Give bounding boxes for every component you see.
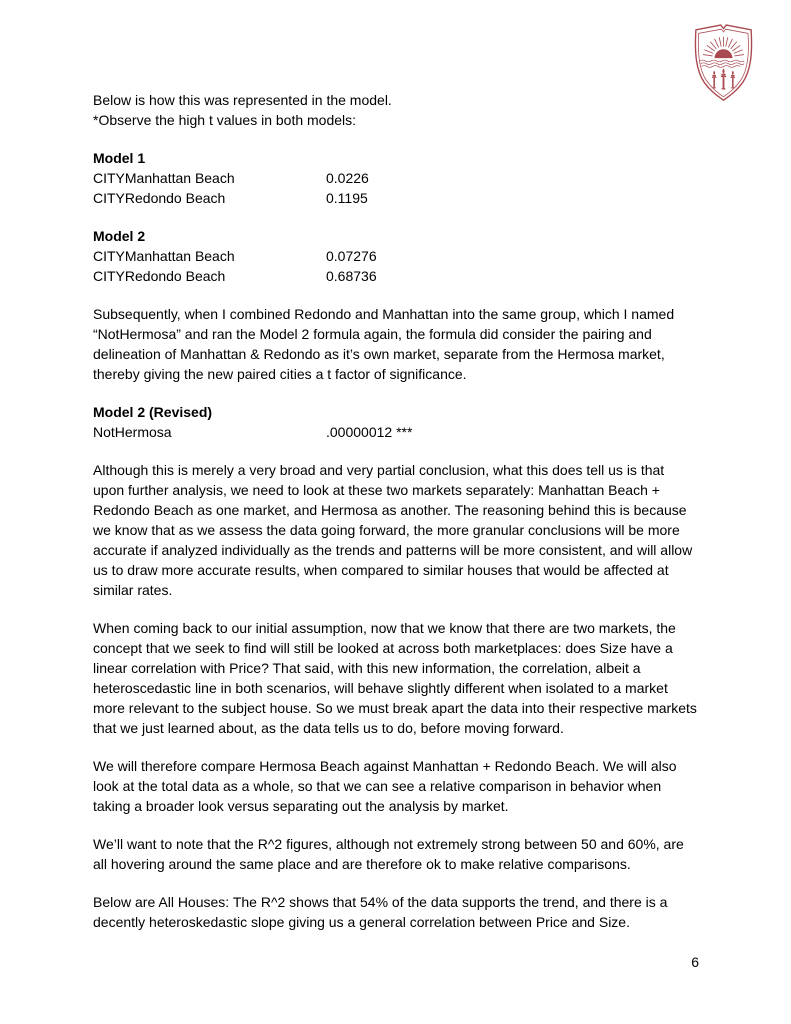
model-row-value: 0.1195 xyxy=(326,190,368,206)
model-row-label: CITYManhattan Beach xyxy=(93,170,235,186)
model-row-label: CITYRedondo Beach xyxy=(93,268,226,284)
paragraph-subsequently: Subsequently, when I combined Redondo and Manhattan into the same group, which I named “NotHermosa” and ran the Model 2 formula again, the formula did consider the pairing and delineation of Manhattan & Redondo as it’s own market, separate from the Hermosa market, thereby giving the new paired cities a t factor of significance. xyxy=(93,306,675,382)
model-row xyxy=(93,266,699,286)
paragraph-when-coming: When coming back to our initial assumption, now that we know that there are two markets, the concept that we seek to find will still be looked at across both marketplaces: does Size have a linear correlation with Price? That said, with this new information, the correlation, albeit a heteroscedastic line in both scenarios, will behave slightly different when isolated to a market more relevant to the subject house. So we must break apart the data into their respective markets that we just learned about, as the data tells us to do, before moving forward. xyxy=(93,620,697,736)
model-2-revised-title: Model 2 (Revised) xyxy=(93,404,213,420)
model-1-title: Model 1 xyxy=(93,150,146,166)
model-row-label: CITYRedondo Beach xyxy=(93,190,226,206)
model-row-value: 0.07276 xyxy=(326,248,377,264)
intro-line-2: *Observe the high t values in both models: xyxy=(93,112,357,128)
model-row xyxy=(93,246,699,266)
paragraph-although: Although this is merely a very broad and very partial conclusion, what this does tell us is that upon further analysis, we need to look at these two markets separately: Manhattan Beach + Redondo Beach as one market, and Hermosa as another. The reasoning behind this is because we know that as we assess the data going forward, the more granular conclusions will be more accurate if analyzed individually as the trends and patterns will be more consistent, and will allow us to draw more accurate results, when compared to similar houses that would be affected at similar rates. xyxy=(93,462,693,598)
usc-crest-icon xyxy=(689,20,758,106)
model-row-value: .00000012 *** xyxy=(326,424,413,440)
model-row-value: 0.0226 xyxy=(326,170,369,186)
model-row-value: 0.68736 xyxy=(326,268,377,284)
paragraph-below-are: Below are All Houses: The R^2 shows that 54% of the data supports the trend, and there is a decently heteroskedastic slope giving us a general correlation between Price and Size. xyxy=(93,894,668,930)
model-row xyxy=(93,168,699,188)
model-row-label: CITYManhattan Beach xyxy=(93,248,235,264)
model-2-block xyxy=(93,226,699,286)
model-row-label: NotHermosa xyxy=(93,424,172,440)
model-row xyxy=(93,422,699,442)
model-2-title: Model 2 xyxy=(93,228,146,244)
intro-line-1: Below is how this was represented in the model. xyxy=(93,92,392,108)
paragraph-we-will: We will therefore compare Hermosa Beach against Manhattan + Redondo Beach. We will also look at the total data as a whole, so that we can see a relative comparison in behavior when taking a broader look versus separating out the analysis by market. xyxy=(93,758,677,814)
model-row xyxy=(93,188,699,208)
model-1-block xyxy=(93,148,699,208)
intro-paragraph xyxy=(93,90,699,130)
page-number: 6 xyxy=(691,954,699,970)
model-2-revised-block xyxy=(93,402,699,442)
paragraph-well-want: We’ll want to note that the R^2 figures, although not extremely strong between 50 and 60%, are all hovering around the same place and are therefore ok to make relative comparisons. xyxy=(93,836,684,872)
document-body xyxy=(93,90,699,950)
